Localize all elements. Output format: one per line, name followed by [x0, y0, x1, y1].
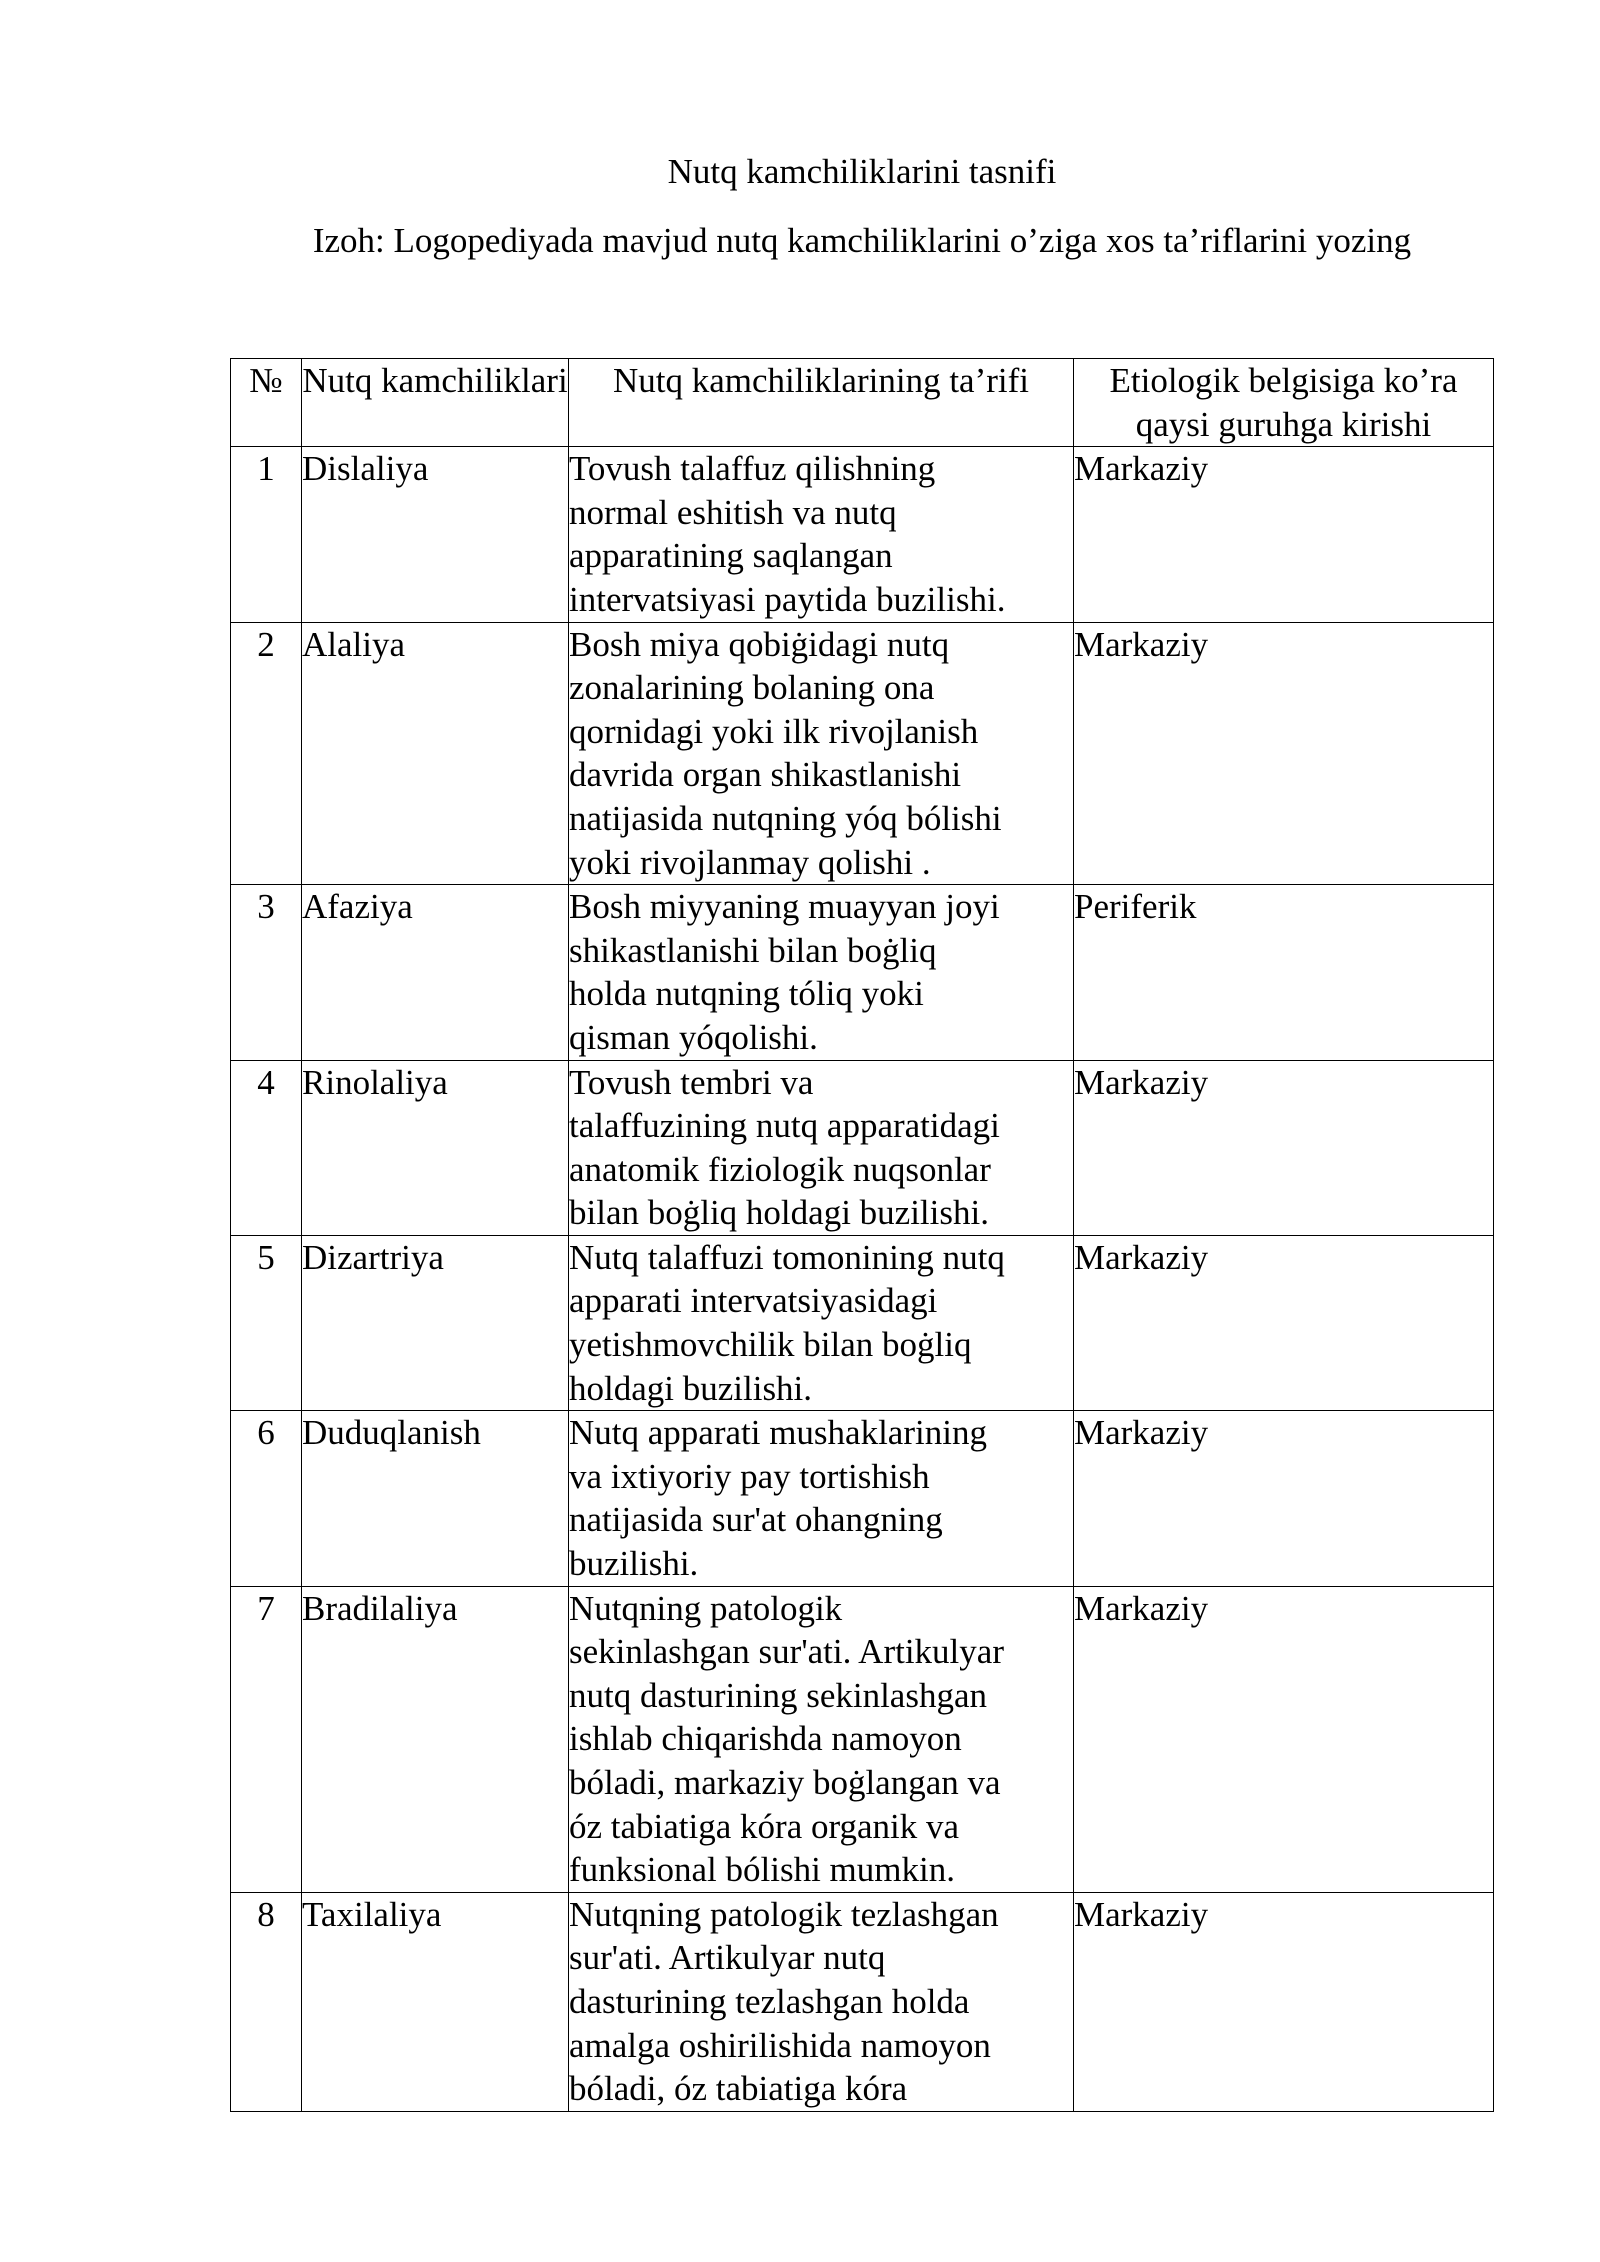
table-row [231, 1586, 1494, 1892]
etiology-group: Markaziy [1074, 622, 1494, 885]
table-row [231, 1235, 1494, 1410]
header-number: № [231, 359, 302, 447]
etiology-group: Markaziy [1074, 1411, 1494, 1586]
table-body [231, 447, 1494, 2112]
instruction-note: Izoh: Logopediyada mavjud nutq kamchiliklarini o’ziga xos ta’riflarini yozing [312, 221, 1412, 260]
header-row [231, 359, 1494, 447]
etiology-group: Markaziy [1074, 1235, 1494, 1410]
page-title: Nutq kamchiliklarini tasnifi [667, 152, 1057, 191]
table-row [231, 885, 1494, 1060]
disorder-description: Nutq talaffuzi tomonining nutq apparati intervatsiyasidagi yetishmovchilik bilan boġliq holdagi buzilishi. [569, 1235, 1074, 1410]
disorder-name: Afaziya [302, 885, 569, 1060]
disorder-description: Tovush tembri va talaffuzining nutq apparatidagi anatomik fiziologik nuqsonlar bilan boġliq holdagi buzilishi. [569, 1060, 1074, 1235]
table-row [231, 1892, 1494, 2111]
row-number: 2 [231, 622, 302, 885]
table-row [231, 1411, 1494, 1586]
disorder-name: Taxilaliya [302, 1892, 569, 2111]
disorder-description: Nutqning patologik tezlashgan sur'ati. Artikulyar nutq dasturining tezlashgan holda amalga oshirilishida namoyon bóladi, óz tabiatiga kóra [569, 1892, 1074, 2111]
etiology-group: Markaziy [1074, 1060, 1494, 1235]
disorder-name: Bradilaliya [302, 1586, 569, 1892]
disorder-name: Duduqlanish [302, 1411, 569, 1586]
disorder-name: Dislaliya [302, 447, 569, 622]
etiology-group: Markaziy [1074, 1892, 1494, 2111]
row-number: 4 [231, 1060, 302, 1235]
row-number: 8 [231, 1892, 302, 2111]
disorder-name: Dizartriya [302, 1235, 569, 1410]
table-row [231, 447, 1494, 622]
row-number: 5 [231, 1235, 302, 1410]
disorder-description: Bosh miya qobiġidagi nutq zonalarining bolaning ona qornidagi yoki ilk rivojlanish davrida organ shikastlanishi natijasida nutqning yóq bólishi yoki rivojlanmay qolishi . [569, 622, 1074, 885]
row-number: 3 [231, 885, 302, 1060]
header-etiology-group: Etiologik belgisiga ko’ra qaysi guruhga kirishi [1074, 359, 1494, 447]
disorder-description: Nutq apparati mushaklarining va ixtiyoriy pay tortishish natijasida sur'at ohangning buzilishi. [569, 1411, 1074, 1586]
disorder-name: Rinolaliya [302, 1060, 569, 1235]
table-row [231, 1060, 1494, 1235]
disorder-name: Alaliya [302, 622, 569, 885]
etiology-group: Markaziy [1074, 447, 1494, 622]
header-description: Nutq kamchiliklarining ta’rifi [569, 359, 1074, 447]
etiology-group: Periferik [1074, 885, 1494, 1060]
row-number: 7 [231, 1586, 302, 1892]
row-number: 6 [231, 1411, 302, 1586]
disorder-description: Bosh miyyaning muayyan joyi shikastlanishi bilan boġliq holda nutqning tóliq yoki qisman yóqolishi. [569, 885, 1074, 1060]
table-row [231, 622, 1494, 885]
row-number: 1 [231, 447, 302, 622]
speech-disorders-table [230, 358, 1494, 2112]
disorder-description: Nutqning patologik sekinlashgan sur'ati. Artikulyar nutq dasturining sekinlashgan ishlab chiqarishda namoyon bóladi, markaziy boġlangan va óz tabiatiga kóra organik va funksional bólishi mumkin. [569, 1586, 1074, 1892]
etiology-group: Markaziy [1074, 1586, 1494, 1892]
disorder-description: Tovush talaffuz qilishning normal eshitish va nutq apparatining saqlangan intervatsiyasi paytida buzilishi. [569, 447, 1074, 622]
table-header [231, 359, 1494, 447]
header-disorder-name: Nutq kamchiliklari [302, 359, 569, 447]
